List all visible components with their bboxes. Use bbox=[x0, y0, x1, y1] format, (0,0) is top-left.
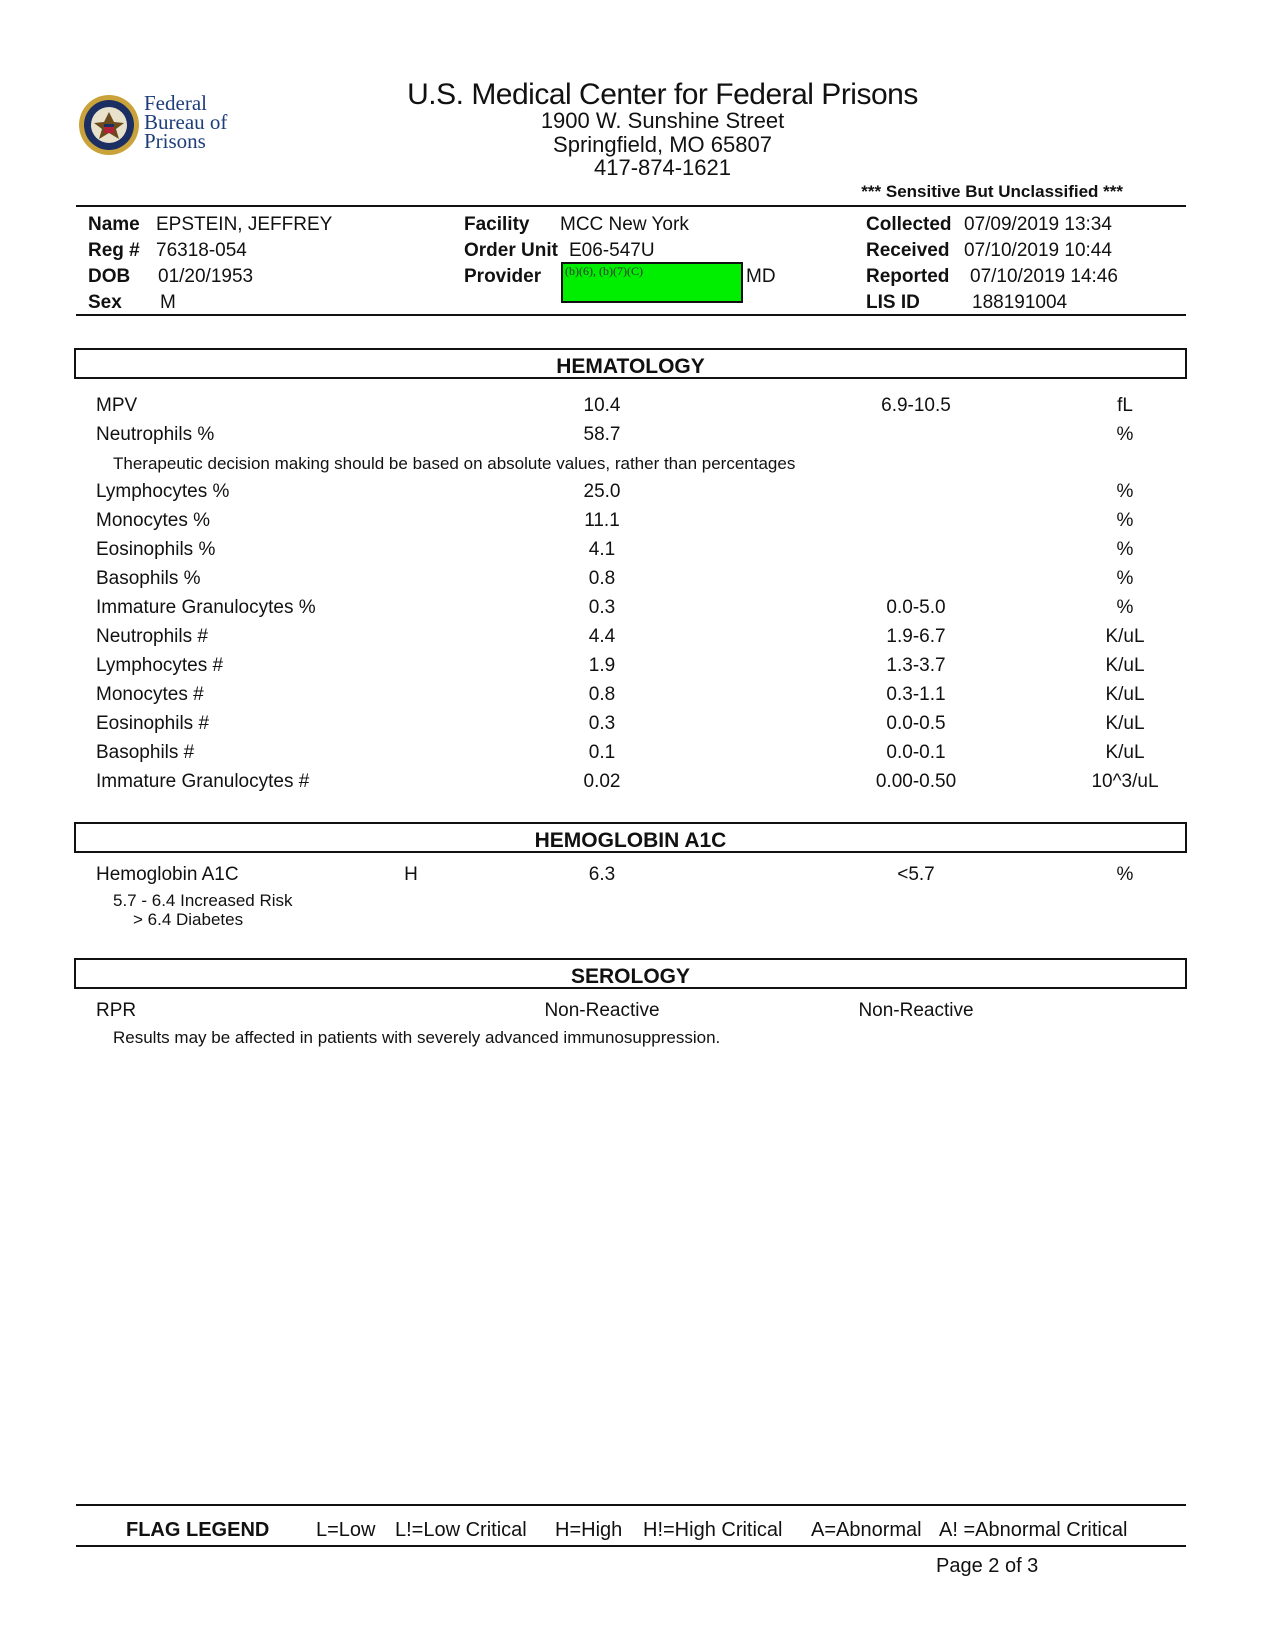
test-reference: 1.9-6.7 bbox=[886, 626, 946, 647]
footer-bottom-divider bbox=[76, 1545, 1186, 1547]
page-number: Page 2 of 3 bbox=[936, 1555, 1039, 1577]
test-name: Lymphocytes % bbox=[96, 481, 230, 502]
reg-label: Reg # bbox=[88, 240, 140, 261]
abnormal-flag: H bbox=[404, 864, 418, 885]
test-name: Basophils # bbox=[96, 742, 195, 763]
test-value: 6.3 bbox=[588, 864, 616, 885]
logo-text-line-2: Bureau of bbox=[144, 110, 228, 134]
test-value: 10.4 bbox=[583, 395, 621, 416]
legend-item: A! =Abnormal Critical bbox=[939, 1519, 1128, 1541]
phone-number: 417-874-1621 bbox=[593, 155, 731, 180]
test-unit: % bbox=[1116, 568, 1134, 589]
test-name: Eosinophils % bbox=[96, 539, 216, 560]
logo-text-line-1: Federal bbox=[144, 91, 207, 115]
facility-label: Facility bbox=[464, 214, 530, 235]
received-label: Received bbox=[866, 240, 950, 261]
test-name: Lymphocytes # bbox=[96, 655, 224, 676]
dob-label: DOB bbox=[88, 266, 131, 287]
a1c-comment-line-1: 5.7 - 6.4 Increased Risk bbox=[113, 891, 293, 910]
serology-section-header bbox=[74, 958, 1187, 989]
test-value: 4.4 bbox=[588, 626, 616, 647]
collected-value: 07/09/2019 13:34 bbox=[964, 214, 1112, 235]
test-unit: % bbox=[1116, 539, 1134, 560]
test-value: 0.8 bbox=[588, 568, 616, 589]
test-value: 4.1 bbox=[588, 539, 616, 560]
classification-banner: *** Sensitive But Unclassified *** bbox=[861, 182, 1123, 201]
a1c-section-header bbox=[74, 822, 1187, 853]
lis-value: 188191004 bbox=[972, 292, 1068, 313]
flag-legend-title: FLAG LEGEND bbox=[126, 1519, 270, 1541]
a1c-title: HEMOGLOBIN A1C bbox=[534, 829, 727, 852]
test-value: 11.1 bbox=[584, 510, 620, 531]
logo-text-line-3: Prisons bbox=[144, 129, 206, 153]
test-value: 0.3 bbox=[588, 713, 616, 734]
test-value: 1.9 bbox=[588, 655, 616, 676]
serology-comment: Results may be affected in patients with severely advanced immunosuppression. bbox=[113, 1028, 721, 1047]
test-name: Monocytes % bbox=[96, 510, 211, 531]
test-reference: Non-Reactive bbox=[858, 1000, 974, 1021]
test-reference: 6.9-10.5 bbox=[881, 395, 951, 416]
received-value: 07/10/2019 10:44 bbox=[964, 240, 1112, 261]
table-row bbox=[0, 424, 1275, 450]
provider-suffix: MD bbox=[746, 266, 776, 287]
patient-divider bbox=[76, 314, 1186, 316]
test-name: Immature Granulocytes # bbox=[96, 771, 310, 792]
collected-label: Collected bbox=[866, 214, 952, 235]
provider-label: Provider bbox=[464, 266, 542, 287]
hematology-section-header bbox=[74, 348, 1187, 379]
test-name: Neutrophils % bbox=[96, 424, 215, 445]
lis-label: LIS ID bbox=[866, 292, 920, 313]
reg-number: 76318-054 bbox=[156, 240, 247, 261]
test-unit: K/uL bbox=[1105, 684, 1145, 705]
hematology-title: HEMATOLOGY bbox=[556, 355, 705, 378]
facility-value: MCC New York bbox=[560, 214, 689, 235]
test-unit: K/uL bbox=[1105, 626, 1145, 647]
test-name: Monocytes # bbox=[96, 684, 204, 705]
table-row bbox=[0, 481, 1275, 507]
test-name: Eosinophils # bbox=[96, 713, 210, 734]
name-label: Name bbox=[88, 214, 140, 235]
legend-item: L=Low bbox=[316, 1519, 376, 1541]
test-name: Basophils % bbox=[96, 568, 201, 589]
test-name: RPR bbox=[96, 1000, 137, 1021]
test-reference: 0.0-0.5 bbox=[886, 713, 946, 734]
test-value: Non-Reactive bbox=[544, 1000, 660, 1021]
table-row bbox=[0, 597, 1275, 623]
legend-item: H=High bbox=[555, 1519, 623, 1541]
legend-item: L!=Low Critical bbox=[395, 1519, 527, 1541]
redaction-code: (b)(6), (b)(7)(C) bbox=[565, 264, 643, 278]
sex-value: M bbox=[160, 292, 176, 313]
table-row bbox=[0, 655, 1275, 681]
test-value: 0.3 bbox=[588, 597, 616, 618]
reported-value: 07/10/2019 14:46 bbox=[970, 266, 1118, 287]
test-unit: K/uL bbox=[1105, 655, 1145, 676]
order-unit-label: Order Unit bbox=[464, 240, 558, 261]
legend-item: A=Abnormal bbox=[811, 1519, 922, 1541]
test-reference: 0.00-0.50 bbox=[875, 771, 957, 792]
test-unit: % bbox=[1116, 510, 1134, 531]
test-name: Hemoglobin A1C bbox=[96, 864, 239, 885]
test-value: 0.1 bbox=[588, 742, 616, 763]
test-name: Neutrophils # bbox=[96, 626, 208, 647]
a1c-comment-line-2: > 6.4 Diabetes bbox=[133, 910, 244, 929]
test-unit: K/uL bbox=[1105, 713, 1145, 734]
legend-item: H!=High Critical bbox=[643, 1519, 783, 1541]
test-value: 25.0 bbox=[583, 481, 621, 502]
provider-redaction bbox=[561, 262, 743, 303]
test-value: 0.02 bbox=[583, 771, 621, 792]
table-row bbox=[0, 626, 1275, 652]
test-reference: <5.7 bbox=[897, 864, 935, 885]
test-unit: fL bbox=[1117, 395, 1133, 416]
test-unit: % bbox=[1116, 481, 1134, 502]
test-name: Immature Granulocytes % bbox=[96, 597, 316, 618]
sex-label: Sex bbox=[88, 292, 122, 313]
table-row bbox=[0, 539, 1275, 565]
test-unit: % bbox=[1116, 597, 1134, 618]
header-divider bbox=[76, 205, 1186, 207]
table-row bbox=[0, 395, 1275, 421]
page-title: U.S. Medical Center for Federal Prisons bbox=[407, 78, 918, 111]
table-row bbox=[0, 510, 1275, 536]
test-unit: % bbox=[1116, 864, 1134, 885]
table-row bbox=[0, 713, 1275, 739]
test-unit: % bbox=[1116, 424, 1134, 445]
table-row bbox=[0, 1000, 1275, 1026]
test-reference: 1.3-3.7 bbox=[886, 655, 946, 676]
table-row bbox=[0, 742, 1275, 768]
test-reference: 0.3-1.1 bbox=[886, 684, 946, 705]
test-unit: 10^3/uL bbox=[1091, 771, 1159, 792]
address-line-2: Springfield, MO 65807 bbox=[553, 132, 772, 157]
footer-top-divider bbox=[76, 1504, 1186, 1506]
test-unit: K/uL bbox=[1105, 742, 1145, 763]
table-row bbox=[0, 864, 1275, 890]
address-line-1: 1900 W. Sunshine Street bbox=[540, 108, 785, 133]
table-row bbox=[0, 568, 1275, 594]
reported-label: Reported bbox=[866, 266, 950, 287]
table-row bbox=[0, 684, 1275, 710]
test-value: 0.8 bbox=[588, 684, 616, 705]
test-name: MPV bbox=[96, 395, 138, 416]
serology-title: SEROLOGY bbox=[570, 965, 691, 988]
neutrophil-comment: Therapeutic decision making should be based on absolute values, rather than percentages bbox=[113, 454, 796, 473]
test-reference: 0.0-5.0 bbox=[886, 597, 946, 618]
dob-value: 01/20/1953 bbox=[158, 266, 254, 287]
table-row bbox=[0, 771, 1275, 797]
order-unit-value: E06-547U bbox=[569, 240, 655, 261]
patient-name: EPSTEIN, JEFFREY bbox=[156, 214, 333, 235]
test-reference: 0.0-0.1 bbox=[886, 742, 946, 763]
test-value: 58.7 bbox=[583, 424, 621, 445]
